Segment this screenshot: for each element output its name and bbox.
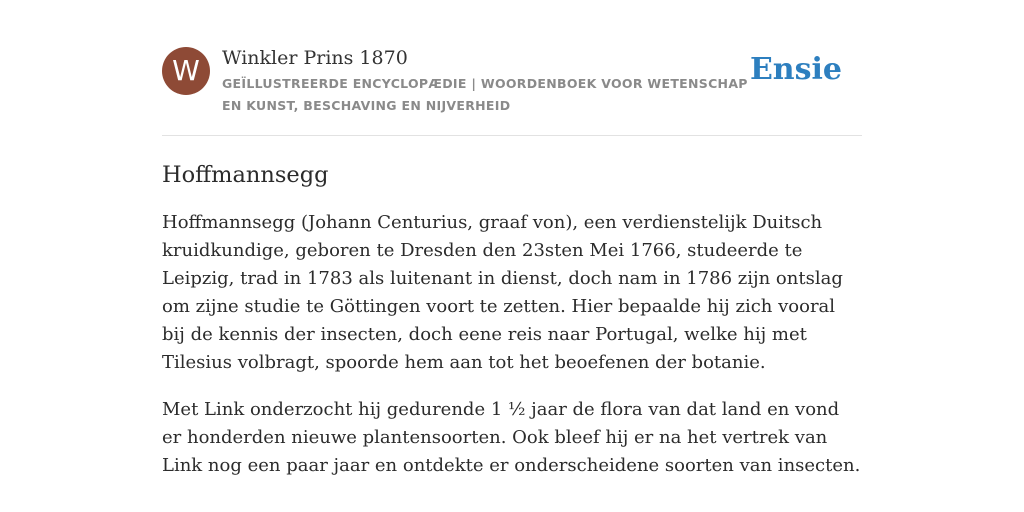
- article-paragraph: Met Link onderzocht hij gedurende 1 ½ jaar de flora van dat land en vond er honderden nieuwe plantensoorten. Ook bleef hij er na het vertrek van Link nog een paar jaar en ontdekte er onderscheidene soorten van insecten.: [162, 399, 861, 476]
- source-title[interactable]: Winkler Prins 1870: [222, 47, 408, 69]
- source-subtitle: GEÏLLUSTREERDE ENCYCLOPÆDIE | WOORDENBOEK VOOR WETENSCHAP EN KUNST, BESCHAVING EN NIJVERHEID: [222, 76, 748, 113]
- article-title: Hoffmannsegg: [162, 162, 329, 188]
- article-paragraph: Hoffmannsegg (Johann Centurius, graaf von), een verdienstelijk Duitsch kruidkundige, geboren te Dresden den 23sten Mei 1766, studeerde te Leipzig, trad in 1783 als luitenant in dienst, doch nam in 1786 zijn ontslag om zijne studie te Göttingen voort te zetten. Hier bepaalde hij zich vooral bij de kennis der insecten, doch eene reis naar Portugal, welke hij met Tilesius volbragt, spoorde hem aan tot het beoefenen der botanie.: [162, 212, 843, 373]
- source-avatar[interactable]: W: [162, 47, 210, 95]
- source-header: [162, 44, 862, 136]
- brand-logo-link[interactable]: Ensie: [749, 52, 842, 87]
- article: [162, 158, 862, 499]
